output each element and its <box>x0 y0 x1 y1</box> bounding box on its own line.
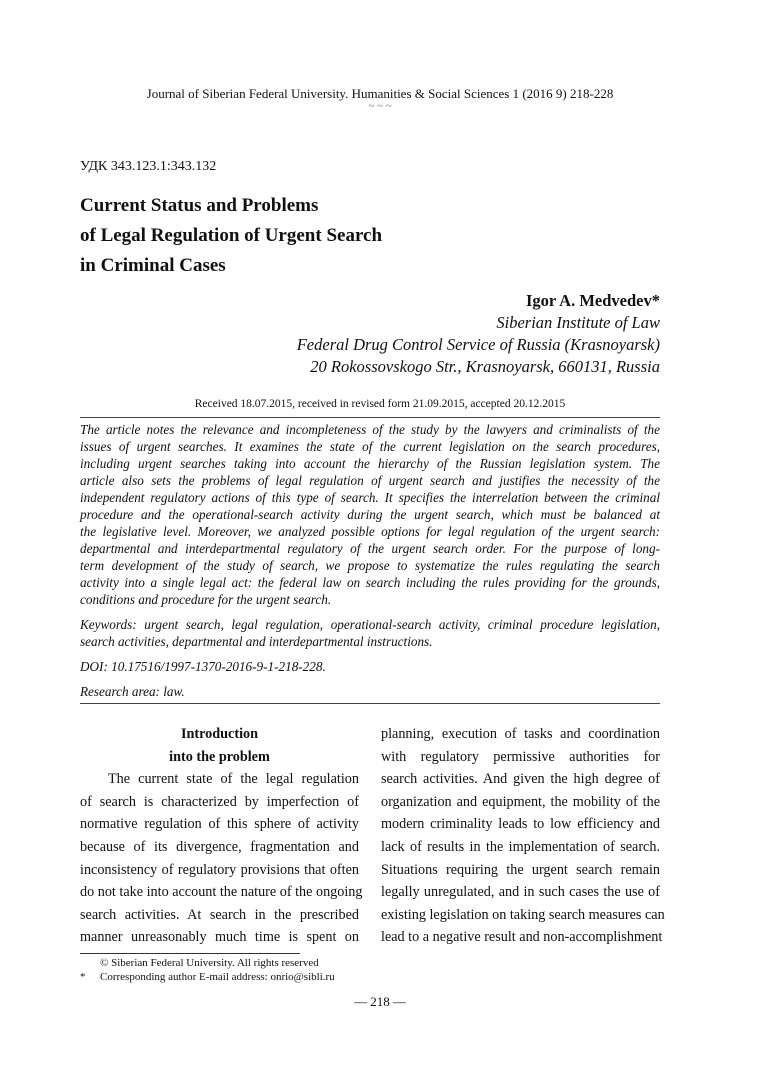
text-line: manner unreasonably much time is spent on <box>80 929 359 946</box>
text-line: procedure and the operational-search activity during the urgent search, which must be balanced at <box>80 507 660 522</box>
abstract-text <box>80 421 660 608</box>
title-line: in Criminal Cases <box>80 255 226 276</box>
text-line: because of its divergence, fragmentation and <box>80 838 359 855</box>
received-dates: Received 18.07.2015, received in revised form 21.09.2015, accepted 20.12.2015 <box>194 398 566 410</box>
footnote-divider <box>80 953 300 954</box>
research-area: Research area: law. <box>80 684 185 699</box>
page-number: — 218 — <box>354 994 406 1009</box>
text-line: organization and equipment, the mobility of the <box>381 793 660 810</box>
affiliation-line: Federal Drug Control Service of Russia (Krasnoyarsk) <box>296 335 660 354</box>
text-line: Situations requiring the urgent search remain <box>381 861 660 878</box>
doi: DOI: 10.17516/1997-1370-2016-9-1-218-228. <box>80 659 326 674</box>
text-line: conditions and procedure for the urgent search. <box>80 592 332 607</box>
left-column <box>80 723 363 949</box>
text-line: departmental and interdepartmental regulatory of the urgent search order. For the purpose of long- <box>80 541 660 556</box>
keywords <box>80 616 660 650</box>
section-heading: into the problem <box>169 748 270 765</box>
text-line: including urgent searches taking into account the hierarchy of the Russian legislation system. The <box>80 456 660 471</box>
text-line: lead to a negative result and non-accomplishment <box>381 929 663 946</box>
header-ornament: ~ ~ ~ <box>368 100 392 112</box>
text-line: existing legislation on taking search measures can <box>381 906 665 923</box>
text-line: term development of the study of search, we propose to systematize the rules regulating the search <box>80 558 660 573</box>
text-line: of search is characterized by imperfection of <box>80 793 359 810</box>
text-line: issues of urgent searches. It examines the state of the current legislation on the search procedures, <box>80 439 660 454</box>
corresponding-author-note: Corresponding author E-mail address: onrio@sibli.ru <box>100 971 335 983</box>
right-column <box>381 723 665 949</box>
text-line: The current state of the legal regulation <box>108 771 359 788</box>
title-line: of Legal Regulation of Urgent Search <box>80 225 383 246</box>
author-block <box>297 290 660 378</box>
author-name: Igor A. Medvedev* <box>526 291 660 310</box>
text-line: search activities. And given the high degree of <box>381 771 660 788</box>
text-line: article also sets the problems of legal regulation of urgent search and justifies the necessity of the <box>80 473 660 488</box>
body-paragraph <box>381 723 665 949</box>
intro-paragraph <box>80 768 363 949</box>
abstract <box>80 421 660 700</box>
text-line: activity into a single legal act: the federal law on search including the rules providing for the grounds, <box>80 575 660 590</box>
text-line: independent regulatory actions of this type of search. It specifies the interrelation between the criminal <box>80 490 660 505</box>
divider <box>80 417 660 418</box>
text-line: normative regulation of this sphere of activity <box>80 816 359 833</box>
text-line: lack of results in the implementation of search. <box>381 838 660 855</box>
text-line: modern criminality leads to low efficiency and <box>381 816 660 833</box>
affiliation-line: 20 Rokossovskogo Str., Krasnoyarsk, 660131, Russia <box>310 357 660 376</box>
affiliation-line: Siberian Institute of Law <box>496 313 660 332</box>
text-line: planning, execution of tasks and coordination <box>381 726 660 742</box>
article-title <box>80 191 382 281</box>
text-line: inconsistency of regulatory provisions that often <box>80 861 359 878</box>
text-line: do not take into account the nature of the ongoing <box>80 884 363 901</box>
text-line: search activities. At search in the prescribed <box>80 906 359 923</box>
text-line: Keywords: urgent search, legal regulation, operational-search activity, criminal procedure legislation, <box>80 617 660 632</box>
text-line: legally unregulated, and in such cases the use of <box>381 884 660 901</box>
copyright-note: © Siberian Federal University. All rights reserved <box>100 957 319 969</box>
journal-header: Journal of Siberian Federal University. Humanities & Social Sciences 1 (2016 9) 218-228 <box>146 86 614 101</box>
section-heading: Introduction <box>181 726 258 742</box>
text-line: the legislative level. Moreover, we analyzed possible options for legal regulation of the urgent search: <box>80 524 660 539</box>
title-line: Current Status and Problems <box>80 195 319 216</box>
divider <box>80 703 660 704</box>
text-line: with regulatory permissive authorities for <box>381 748 660 765</box>
udk-code: УДК 343.123.1:343.132 <box>80 159 217 174</box>
text-line: The article notes the relevance and incompleteness of the study by the lawyers and criminalists of the <box>80 422 660 437</box>
text-line: search activities, departmental and interdepartmental instructions. <box>80 634 433 649</box>
footnote-mark: * <box>80 971 86 983</box>
